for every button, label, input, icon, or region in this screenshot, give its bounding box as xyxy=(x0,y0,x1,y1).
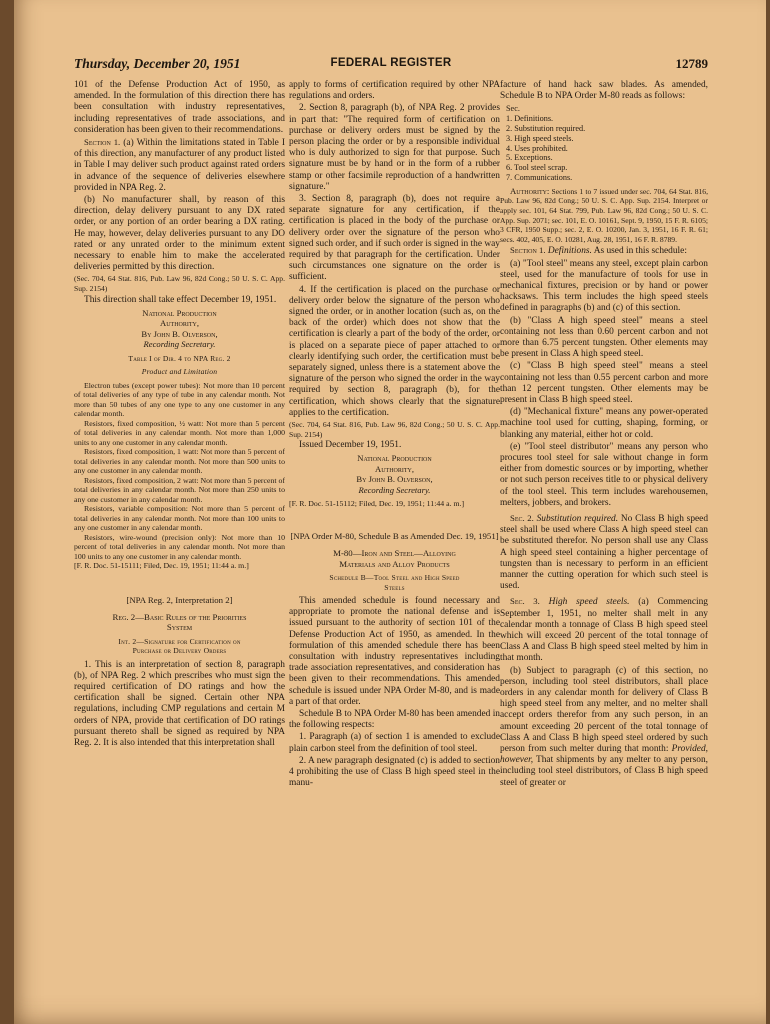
table-entry: Resistors, wire-wound (precision only): Not more than 10 percent of total deliveries in any calendar month. Not more than 100 units to any one customer in any calendar month. xyxy=(74,532,285,561)
table-title: Table I of Dir. 4 to NPA Reg. 2 xyxy=(128,353,231,363)
paragraph: 4. If the certification is placed on the purchase or delivery order below the signature of the person who signed the order, or in another location (such as, on the back of the order) which does not show that the certification is clearly a part of the body of the order, or is placed on a separate piece of paper attached to or clearly identifying such order, the certification must be separately signed, unless there is a statement above the signature of the person who signed the order in the way required by section 8, paragraph (b), for the certification, which shows clearly that the signature applies to the certification. xyxy=(289,284,500,418)
paragraph: 1. This is an interpretation of section 8, paragraph (b), of NPA Reg. 2 which prescribes who must sign the required certification of DO ratings and how the certification shall be signed. Certain other NPA regulations, including CMP regulations and certain M orders of NPA, provide that certification of DO ratings pursuant thereto shall be signed as required by NPA Reg. 2. It is also intended that this interpretation shall xyxy=(74,659,285,749)
paragraph: Sec. 2. Substitution required. No Class B high speed steel shall be used where Class A high speed steel can be substituted therefor. No person shall use any Class A high speed steel containing a higher percentage of tungsten than is necessary to perform in an efficient manner the cutting operation for which such steel is used. xyxy=(500,513,708,592)
paragraph: 1. Paragraph (a) of section 1 is amended to exclude plain carbon steel from the definition of tool steel. xyxy=(289,732,500,754)
fr-doc-note: [F. R. Doc. 51-15111; Filed, Dec. 19, 1951; 11:44 a. m.] xyxy=(74,561,249,571)
page-header xyxy=(74,52,708,74)
document-page xyxy=(14,0,766,1024)
fr-doc-note: [F. R. Doc. 51-15112; Filed, Dec. 19, 1951; 11:44 a. m.] xyxy=(289,499,465,509)
paragraph: 2. A new paragraph designated (c) is added to section 4 prohibiting the use of Class B high speed steel in the manu- xyxy=(289,755,500,789)
list-item: 1. Definitions. xyxy=(506,114,554,124)
paragraph: (d) "Mechanical fixture" means any power-operated machine tool used for cutting, shaping, forming, or blanking any material, either hot or cold. xyxy=(500,407,708,440)
citation: (Sec. 704, 64 Stat. 816, Pub. Law 96, 82d Cong.; 50 U. S. C. App. Sup. 2154) xyxy=(289,420,500,439)
list-item: 2. Substitution required. xyxy=(506,124,586,133)
bracket-heading: [NPA Reg. 2, Interpretation 2] xyxy=(126,594,233,605)
paragraph: 3. Section 8, paragraph (b), does not require a separate signature for any certification, if the certification is placed in the body of the purchase or delivery order over the signature of the person who signed such order, and if such order is signed in the way required by that paragraph for the certification. Under such circumstances one signature on the order is sufficient. xyxy=(289,194,500,283)
schedule-heading: Schedule B—Tool Steel and High Speed Steels xyxy=(329,573,460,592)
list-item: 4. Uses prohibited. xyxy=(506,143,568,153)
table-entry: Resistors, fixed composition, ½ watt: Not more than 5 percent of total deliveries in any calendar month. Not more than 1,000 units to any one customer in any calendar month. xyxy=(74,418,285,447)
column-2 xyxy=(289,80,500,1015)
table-entry: Resistors, variable composition: Not more than 5 percent of total deliveries in any calendar month. Not more than 100 units to any one customer in any calendar month. xyxy=(74,504,285,533)
paragraph: (b) "Class A high speed steel" means a steel containing not less than 0.60 percent carbon and not more than 6.75 percent tungsten. Other elements may be present in Class A high speed steel. xyxy=(500,315,708,360)
paragraph: 2. Section 8, paragraph (b), of NPA Reg. 2 provides in part that: "The required form of certification on purchase or delivery orders must be signed by the person placing the order or by a responsible individual who is duly authorized to sign for that purpose. Such signature must be by hand or in the form of a rubber stamp or other facsimile reproduction of a handwritten signature." xyxy=(289,103,500,192)
paragraph: This amended schedule is found necessary and appropriate to promote the national defense and is issued pursuant to the authority of section 101 of the Defense Production Act of 1950, as amended. In the formulation of this amended schedule there has been consultation with industry representatives including trade association representatives, and consideration has been given to their recommendations. This amended schedule is issued under NPA Order M-80, and is made a part of that order. xyxy=(289,596,500,707)
paragraph: (e) "Tool steel distributor" means any person who procures tool steel for sale without change in form either from domestic sources or by importing, whether or not such person receives title to or physical delivery of the tool steel. This term includes warehousemen, melters, jobbers, and brokers. xyxy=(500,441,708,508)
section-list xyxy=(506,104,708,182)
list-label: Sec. xyxy=(506,104,520,114)
table-entry: Resistors, fixed composition, 2 watt: Not more than 5 percent of total deliveries in any calendar month. Not more than 250 units to any one customer in any calendar month. xyxy=(74,475,285,504)
paragraph: (b) No manufacturer shall, by reason of this direction, delay delivery pursuant to any DX rated order, or any portion of an order bearing a DX rating. He may, however, delay deliveries pursuant to any DO rated or any unrated order to the minimum extent necessary to enable him to make the accelerated deliveries permitted by this direction. xyxy=(74,195,285,273)
paragraph: Sec. 3. High speed steels. (a) Commencing September 1, 1951, no melter shall melt in any calendar month a tonnage of Class B high speed steel which will exceed 20 percent of the total tonnage of Class A and Class B high speed steel melted by him in that month. xyxy=(500,596,708,664)
table-entry: Resistors, fixed composition, 1 watt: Not more than 5 percent of total deliveries in any calendar month. Not more than 500 units to any one customer in any calendar month. xyxy=(74,447,285,476)
paragraph: Section 1. (a) Within the limitations stated in Table I of this direction, any manufacturer of any product listed in Table I may deliver such product against rated orders in advance of the sequence of deliveries elsewhere provided in NPA Reg. 2. xyxy=(74,137,285,193)
header-page-number: 12789 xyxy=(675,56,708,71)
paragraph: (a) "Tool steel" means any steel, except plain carbon steel, used for the manufacture of tools for use in mechanical fixtures, precision or by hand or power hacksaws. This term includes the high speed steels defined in paragraphs (b) and (c) of this section. xyxy=(500,258,708,314)
issued-date: Issued December 19, 1951. xyxy=(299,440,402,451)
table-entries xyxy=(74,381,285,562)
header-title: FEDERAL REGISTER xyxy=(330,57,452,69)
paragraph: facture of hand hack saw blades. As amended, Schedule B to NPA Order M-80 reads as follows: xyxy=(500,80,708,102)
paragraph: Schedule B to NPA Order M-80 has been amended in the following respects: xyxy=(289,709,500,731)
signature-block: National Production Authority, By John B. Olverson, Recording Secretary. xyxy=(141,307,218,350)
authority-note: Authority: Sections 1 to 7 issued under sec. 704, 64 Stat. 816, Pub. Law 96, 82d Cong.; 50 U. S. C. App. Sup. 2154. Interpret or apply sec. 101, 64 Stat. 799, Pub. Law 96, 82d Cong.; 50 U. S. C. App. Sup. 2071; sec. 101, E. O. 10161, Sept. 9, 1950, 15 F. R. 6105; 3 CFR, 1950 Supp.; sec. 2, E. O. 10200, Jan. 3, 1951, 16 F. R. 61; secs. 402, 405, E. O. 10281, Aug. 28, 1951, 16 F. R. 8789. xyxy=(500,185,708,244)
list-item: 5. Exceptions. xyxy=(506,153,553,163)
paragraph: apply to forms of certification required by other NPA regulations and orders. xyxy=(289,80,500,102)
list-item: 3. High speed steels. xyxy=(506,133,574,143)
table-subtitle: Product and Limitation xyxy=(141,367,218,377)
citation: (Sec. 704, 64 Stat. 816, Pub. Law 96, 82d Cong.; 50 U. S. C. App. Sup. 2154) xyxy=(74,274,285,294)
header-date: Thursday, December 20, 1951 xyxy=(74,56,241,71)
order-heading: M-80—Iron and Steel—Alloying Materials and Alloy Products xyxy=(333,548,456,569)
reg-heading: Reg. 2—Basic Rules of the Priorities System xyxy=(112,611,247,633)
interpretation-heading: Int. 2—Signature for Certification on Purchase or Delivery Orders xyxy=(118,636,241,656)
table-entry: Electron tubes (except power tubes): Not more than 10 percent of total deliveries of any type of tube in any calendar month. Not more than 50 tubes of any one type to any one customer in any calendar month. xyxy=(74,380,285,419)
paragraph: (c) "Class B high speed steel" means a steel containing not less than 0.55 percent carbon and more than 12 percent tungsten. Other elements may be present in Class B high speed steel. xyxy=(500,361,708,405)
paragraph: Section 1. Definitions. As used in this schedule: xyxy=(510,245,687,257)
effective-date: This direction shall take effect December 19, 1951. xyxy=(84,294,277,305)
signature-block: National Production Authority, By John B. Olverson, Recording Secretary. xyxy=(356,453,433,495)
list-item: 7. Communications. xyxy=(506,172,573,182)
bracket-heading: [NPA Order M-80, Schedule B as Amended Dec. 19, 1951] xyxy=(290,530,499,541)
column-3 xyxy=(500,80,708,1015)
column-1 xyxy=(74,80,285,1015)
list-item: 6. Tool steel scrap. xyxy=(506,163,568,173)
paragraph: 101 of the Defense Production Act of 1950, as amended. In the formulation of this direction there has been consultation with industry representatives, including representatives of trade associations, and consideration has been given to their recommendations. xyxy=(74,80,285,135)
paragraph: (b) Subject to paragraph (c) of this section, no person, including tool steel distributors, shall place orders in any calendar month for delivery of Class B high speed steel from any melter, and no melter shall accept orders therefor from any such person, in an amount exceeding 20 percent of the total tonnage of Class A and Class B high speed steel ordered by such person from such melter during that month: Provided, however, That shipments by any melter to any person, including tool steel distributors, of Class B high speed steel of greater or xyxy=(500,665,708,788)
